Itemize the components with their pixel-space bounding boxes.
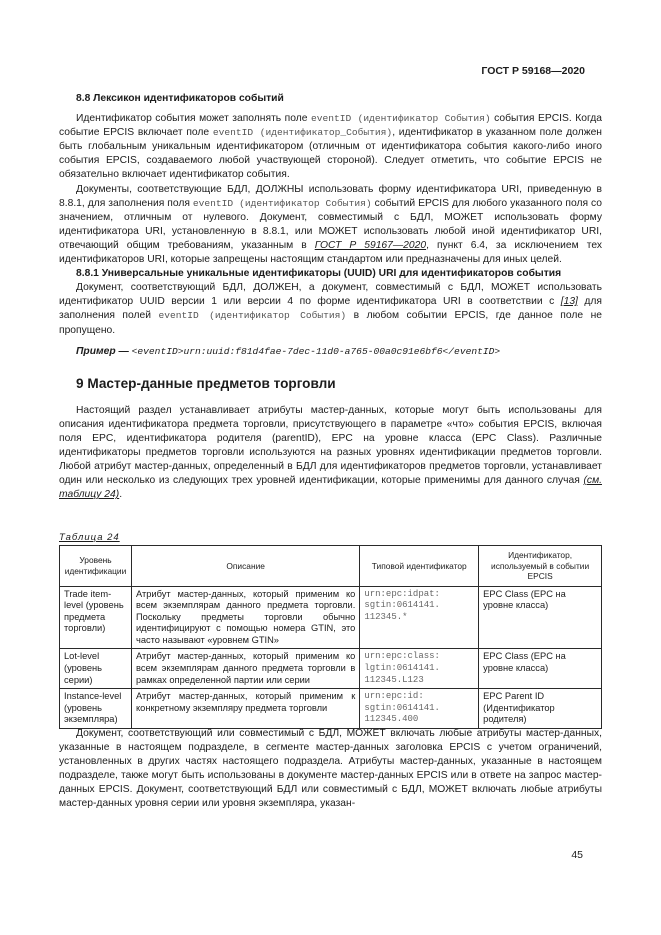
example — [59, 345, 602, 359]
standard-link[interactable]: ГОСТ Р 59167—2020 — [314, 239, 427, 251]
bottom-text — [59, 727, 602, 812]
code-inline: eventID (идентификатор_События) — [212, 127, 393, 139]
table-link[interactable]: (см. таблицу 24) — [59, 475, 602, 501]
description-cell: Атрибут мастер-данных, который применим ко всем экземплярам данного предмета торговли в рамках определенной партии или серии — [131, 649, 359, 689]
epcis-id-cell: EPC Class (EPC на уровне класса) — [479, 649, 602, 689]
epcis-id-cell: EPC Parent ID (Идентификатор родителя) — [479, 689, 602, 729]
page-number: 45 — [571, 849, 583, 861]
description-cell: Атрибут мастер-данных, который применим ко всем экземплярам данного предмета торговли. Поскольку предметы торговли обычно идентифицируют с помощью номера GTIN, это часто называют «уровнем GTIN» — [131, 586, 359, 649]
identification-levels-table — [59, 545, 602, 729]
standard-header: ГОСТ Р 59168—2020 — [481, 65, 585, 77]
description-cell: Атрибут мастер-данных, который применим к конкретному экземпляру предмета торговли — [131, 689, 359, 729]
column-header: Идентификатор, используемый в событии EPCIS — [479, 546, 602, 587]
table-header-row — [60, 546, 602, 587]
column-header: Типовой идентификатор — [360, 546, 479, 587]
identifier-cell: urn:epc:idpat: sgtin:0614141. 112345.* — [360, 586, 479, 649]
code-inline: eventID (идентификатор События) — [310, 113, 491, 125]
column-header: Уровень идентификации — [60, 546, 132, 587]
section-8-8-heading: 8.8 Лексикон идентификаторов событий — [76, 93, 284, 104]
table-row — [60, 586, 602, 649]
paragraph: Настоящий раздел устанавливает атрибуты мастер-данных, которые могут быть использованы для описания идентификатора предмета торговли, присутствующего в параметре «что» события EPCIS, включая поля EPC, идентификатора родителя (parentID), EPC на уровне класса (EPC Class). Различные идентификаторы предметов торговли используются на разных уровнях идентификации предметов торговли. Любой атрибут мастер-данных, определенный в БДЛ для идентификаторов предметов торговли, устанавливает один или несколько из следующих трех уровней идентификации, которые применимы для данного случая (см. таблицу 24). — [59, 404, 602, 501]
identifier-cell: urn:epc:id: sgtin:0614141. 112345.400 — [360, 689, 479, 729]
example-label: Пример — — [76, 345, 129, 357]
level-cell: Instance-level (уровень экземпляра) — [60, 689, 132, 729]
table-row — [60, 649, 602, 689]
section-9-heading: 9 Мастер-данные предметов торговли — [76, 375, 336, 391]
paragraph: Документ, соответствующий БДЛ, ДОЛЖЕН, а документ, совместимый с БДЛ, МОЖЕТ использовать идентификатор UUID версии 1 или версии 4 по форме идентификатора URI в соответствии с [13] для заполнения полей eventID (идентификатор События) в любом событии EPCIS, где данное поле не пропущено. — [59, 282, 603, 336]
main-text — [59, 92, 602, 502]
table-caption: Таблица 24 — [59, 532, 120, 543]
paragraph: Документы, соответствующие БДЛ, ДОЛЖНЫ использовать форму идентификатора URI, приведенную в 8.8.1, для заполнения поля eventID (идентификатор События) событий EPCIS для любого указанного поля со значением, отличным от нулевого. Документ, совместимый с БДЛ, МОЖЕТ использовать форму идентификатора URI, установленную в 8.8.1, или МОЖЕТ использовать любой иной идентификатор URI, отвечающий общим требованиям, указанным в ГОСТ Р 59167—2020, пункт 6.4, за исключением тех идентификаторов URI, которые запрещены настоящим стандартом или предназначены для иных целей. — [59, 183, 603, 266]
level-cell: Lot-level (уровень серии) — [60, 649, 132, 689]
example-code: <eventID>urn:uuid:f81d4fae-7dec-11d0-a765-00a0c91e6bf6</eventID> — [131, 345, 501, 357]
paragraph: Идентификатор события может заполнять поле eventID (идентификатор События) события EPCIS. Когда событие EPCIS включает поле eventID (идентификатор_События), идентификатор в указанном поле должен быть глобальным уникальным идентификатором (отличным от идентификатора события какого-либо иного события EPCIS, создаваемого любой участвующей стороной). Следует отметить, что событие EPCIS не обязательно включает идентификатор события. — [59, 113, 602, 181]
column-header: Описание — [131, 546, 359, 587]
epcis-id-cell: EPC Class (EPC на уровне класса) — [479, 586, 602, 649]
reference-link[interactable]: [13] — [560, 296, 578, 308]
section-8-8-1-heading: 8.8.1 Универсальные уникальные идентификаторы (UUID) URI для идентификаторов события — [76, 268, 562, 280]
level-cell: Trade item-level (уровень предмета торговли) — [60, 586, 132, 649]
table-row — [60, 689, 602, 729]
paragraph: Документ, соответствующий или совместимый с БДЛ, МОЖЕТ включать любые атрибуты мастер-данных, указанные в настоящем подразделе, в сегменте мастер-данных заголовка EPCIS с учетом ограничений, установленных в других частях настоящего подраздела. Атрибуты мастер-данных, указанные в настоящем подразделе, также могут быть использованы в документе мастер-данных EPCIS или в ответе на запрос мастер-данных EPCIS. Документ, соответствующий БДЛ или совместимый с БДЛ, МОЖЕТ включать любые атрибуты мастер-данных уровня серии или уровня экземпляра, указан- — [59, 728, 602, 810]
code-inline: eventID (идентификатор События) — [158, 310, 347, 322]
identifier-cell: urn:epc:class: lgtin:0614141. 112345.L123 — [360, 649, 479, 689]
code-inline: eventID (идентификатор События) — [192, 197, 372, 209]
